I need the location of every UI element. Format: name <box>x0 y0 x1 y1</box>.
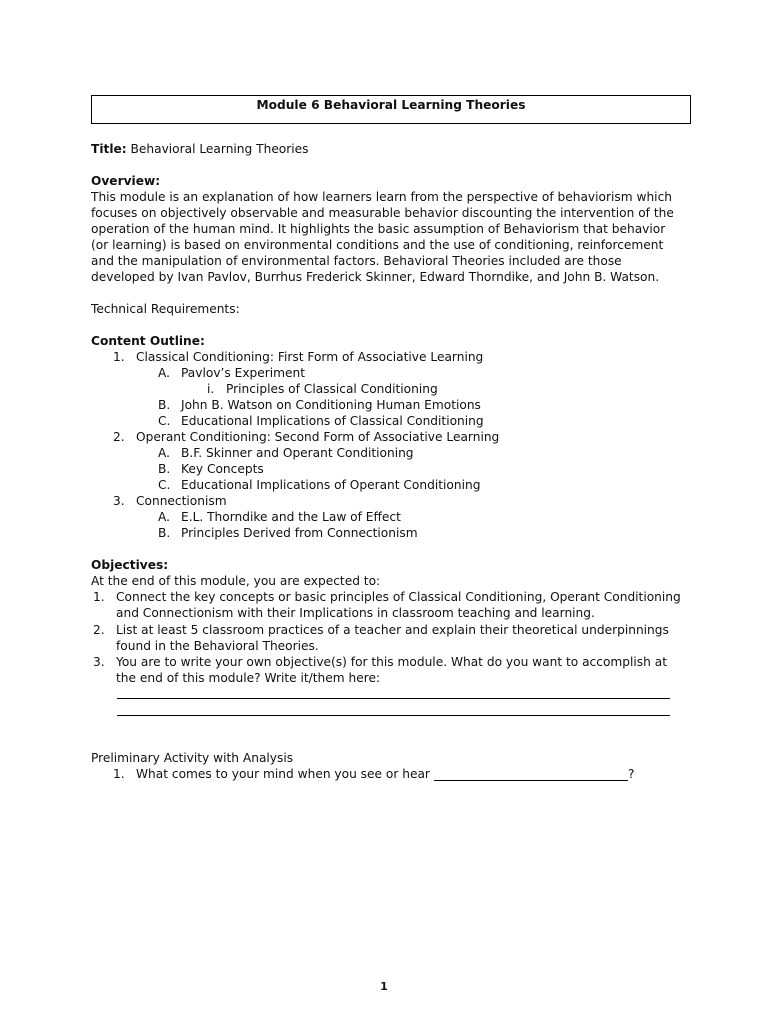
content-outline-heading: Content Outline: <box>91 334 205 348</box>
outline-subitem: Key Concepts <box>181 462 264 476</box>
title-line <box>91 141 309 157</box>
preliminary-heading: Preliminary Activity with Analysis <box>91 751 294 765</box>
outline-letter: C. <box>158 414 171 428</box>
question-mark: ? <box>628 767 635 781</box>
outline-subitem: E.L. Thorndike and the Law of Effect <box>181 510 401 524</box>
overview-paragraph <box>91 189 677 285</box>
outline-letter: A. <box>158 366 170 380</box>
objective-number: 1. <box>93 590 105 604</box>
answer-line[interactable] <box>117 715 670 716</box>
outline-number: 2. <box>113 430 125 444</box>
outline-letter: B. <box>158 462 171 476</box>
outline-subitem: B.F. Skinner and Operant Conditioning <box>181 446 414 460</box>
objective-text: You are to write your own objective(s) for this module. What do you want to accomplish at <box>116 655 667 669</box>
objective-text: List at least 5 classroom practices of a teacher and explain their theoretical underpinnings <box>116 623 669 637</box>
outline-number: 1. <box>113 350 125 364</box>
outline-roman: i. <box>207 382 215 396</box>
page-number: 1 <box>380 980 388 993</box>
overview-line: This module is an explanation of how learners learn from the perspective of behaviorism which <box>91 190 672 204</box>
objective-text: the end of this module? Write it/them here: <box>116 671 381 685</box>
outline-letter: A. <box>158 446 170 460</box>
objective-text: Connect the key concepts or basic principles of Classical Conditioning, Operant Conditioning <box>116 590 681 604</box>
question-number: 1. <box>113 767 125 781</box>
overview-line: (or learning) is based on environmental conditions and the use of conditioning, reinforcement <box>91 238 664 252</box>
overview-line: operation of the human mind. It highlights the basic assumption of Behaviorism that behavior <box>91 222 666 236</box>
title-label: Title: <box>91 142 127 156</box>
outline-subitem: John B. Watson on Conditioning Human Emotions <box>181 398 481 412</box>
outline-subitem: Educational Implications of Operant Conditioning <box>181 478 481 492</box>
outline-item: Operant Conditioning: Second Form of Associative Learning <box>136 430 500 444</box>
outline-subitem: Pavlov’s Experiment <box>181 366 306 380</box>
overview-heading: Overview: <box>91 174 161 188</box>
question-blank[interactable] <box>434 780 628 781</box>
answer-line[interactable] <box>117 698 670 699</box>
module-title-box <box>91 95 691 124</box>
outline-item: Classical Conditioning: First Form of Associative Learning <box>136 350 484 364</box>
outline-subitem: Principles Derived from Connectionism <box>181 526 418 540</box>
question-text: What comes to your mind when you see or hear <box>136 767 430 781</box>
outline-letter: B. <box>158 398 171 412</box>
outline-number: 3. <box>113 494 125 508</box>
outline-subitem: Educational Implications of Classical Conditioning <box>181 414 484 428</box>
overview-line: developed by Ivan Pavlov, Burrhus Frederick Skinner, Edward Thorndike, and John B. Watson. <box>91 270 660 284</box>
outline-item: Connectionism <box>136 494 227 508</box>
outline-letter: C. <box>158 478 171 492</box>
objective-text: found in the Behavioral Theories. <box>116 639 319 653</box>
objectives-heading: Objectives: <box>91 558 169 572</box>
objective-text: and Connectionism with their Implications in classroom teaching and learning. <box>116 606 595 620</box>
overview-line: focuses on objectively observable and measurable behavior discounting the intervention of the <box>91 206 674 220</box>
objective-number: 3. <box>93 655 105 669</box>
technical-requirements: Technical Requirements: <box>91 302 240 316</box>
overview-line: and the manipulation of environmental factors. Behavioral Theories included are those <box>91 254 622 268</box>
title-value: Behavioral Learning Theories <box>130 142 309 156</box>
outline-letter: A. <box>158 510 170 524</box>
objective-number: 2. <box>93 623 105 637</box>
outline-letter: B. <box>158 526 171 540</box>
module-title: Module 6 Behavioral Learning Theories <box>256 98 526 112</box>
outline-subsubitem: Principles of Classical Conditioning <box>226 382 438 396</box>
objectives-intro: At the end of this module, you are expected to: <box>91 574 381 588</box>
